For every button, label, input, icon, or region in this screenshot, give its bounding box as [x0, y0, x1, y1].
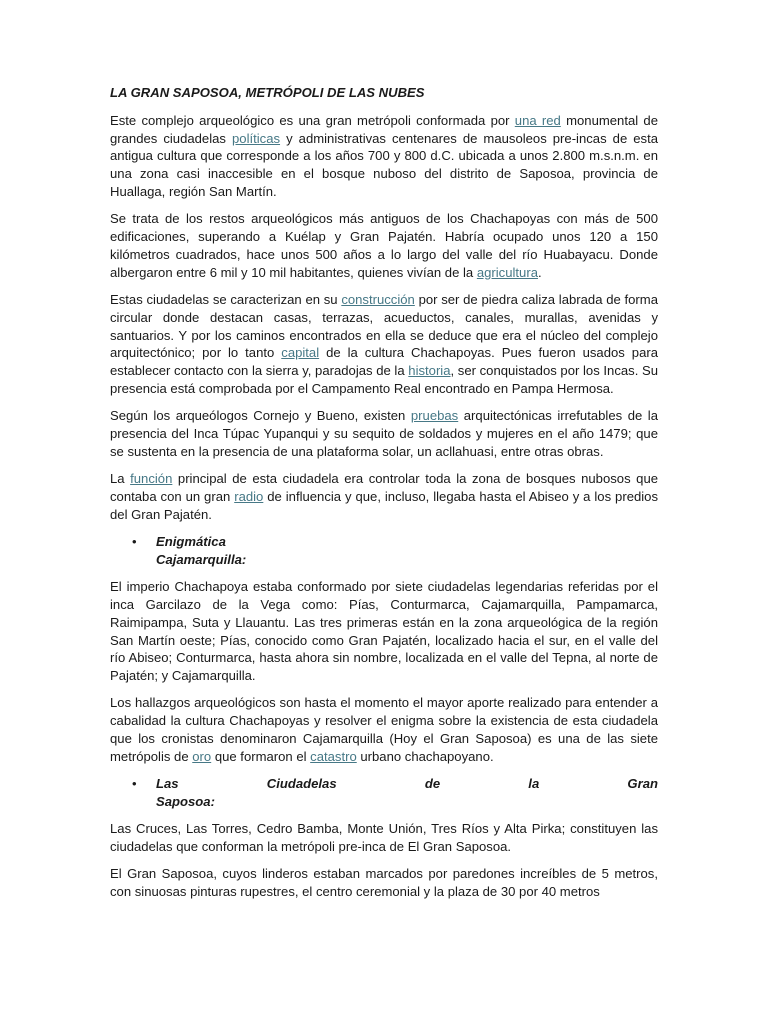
text: Estas ciudadelas se caracterizan en su [110, 291, 342, 307]
text: y administrativas centenares de mausoleos pre-incas de esta antigua cultura que corresponde a los años 700 y 800 d.C. ubicada a unos 2.800 m.s.n.m. en una zona casi inaccesible en el bosque nuboso del distrito de Saposoa, provincia de Huallaga, región San Martín. [110, 130, 659, 199]
paragraph-7 [110, 694, 658, 765]
paragraph-9: El Gran Saposoa, cuyos linderos estaban marcados por paredones increíbles de 5 metros, con sinuosas pinturas rupestres, el centro ceremonial y la plaza de 30 por 40 metros [110, 866, 658, 900]
paragraph-4 [110, 407, 658, 460]
link-una-red[interactable]: una red [514, 112, 561, 128]
bullet-heading-ciudadelas [110, 775, 658, 811]
paragraph-1 [110, 112, 658, 201]
bullet-heading-cajamarquilla [110, 533, 658, 569]
text: de influencia y que, incluso, llegaba hasta el Abiseo y a los predios del Gran Pajatén. [110, 488, 658, 522]
link-historia[interactable]: historia [408, 363, 451, 379]
text: Se trata de los restos arqueológicos más antiguos de los Chachapoyas con más de 500 edificaciones, superando a Kuélap y Gran Pajatén. Habría ocupado unos 120 a 150 kilómetros cuadrados, hace unos 500 años a lo largo del valle del río Huabayacu. Donde albergaron entre 6 mil y 10 mil habitantes, quienes vivían de la [110, 211, 658, 280]
text: por ser de piedra caliza labrada de forma circular donde destacan casas, terrazas, acueductos, canales, murallas, avenidas y santuarios. Y por los caminos encontrados en ella se deduce que era el núcleo del complejo arquitectónico; por lo tanto [110, 291, 658, 361]
link-capital[interactable]: capital [281, 345, 320, 361]
link-agricultura[interactable]: agricultura [476, 264, 538, 280]
link-catastro[interactable]: catastro [310, 748, 357, 764]
text: Este complejo arqueológico es una gran metrópoli conformada por [110, 112, 515, 128]
paragraph-3 [110, 291, 658, 398]
text: que formaron el [211, 748, 311, 764]
text: . [537, 264, 542, 280]
text: Los hallazgos arqueológicos son hasta el momento el mayor aporte realizado para entender a cabalidad la cultura Chachapoyas y resolver el enigma sobre la existencia de esta ciudadela que los cronistas denominaron Cajamarquilla (Hoy el Gran Saposoa) es una de las siete metrópolis de [110, 695, 658, 764]
bullet-text-line1: • Las Ciudadelas de la Gran [156, 776, 658, 792]
paragraph-8: Las Cruces, Las Torres, Cedro Bamba, Monte Unión, Tres Ríos y Alta Pirka; constituyen las ciudadelas que conforman la metrópoli pre-inca de El Gran Saposoa. [110, 821, 658, 854]
link-oro[interactable]: oro [192, 748, 212, 764]
bullet-text: • Enigmática Cajamarquilla: [156, 534, 247, 567]
bullet-text-line2: Saposoa: [156, 793, 215, 809]
paragraph-5 [110, 470, 658, 523]
text: , ser conquistados por los Incas. Su presencia está comprobada por el Campamento Real encontrado en Pampa Hermosa. [110, 363, 658, 396]
bullet-list-1 [110, 533, 658, 569]
text: Según los arqueólogos Cornejo y Bueno, existen [110, 408, 411, 424]
text: La [110, 471, 131, 487]
link-radio[interactable]: radio [234, 488, 264, 504]
document-title: LA GRAN SAPOSOA, METRÓPOLI DE LAS NUBES [110, 85, 425, 100]
bullet-list-2 [110, 775, 658, 811]
text: arquitectónicas irrefutables de la presencia del Inca Túpac Yupanqui y su sequito de soldados y mujeres en el año 1479; que se sustenta en la presencia de una plataforma solar, un acllahuasi, entre otras obras. [110, 408, 658, 459]
text: urbano chachapoyano. [356, 748, 494, 764]
text: de la cultura Chachapoyas. Pues fueron usados para establecer contacto con la sierra y, paradojas de la [110, 345, 658, 379]
text: monumental de grandes ciudadelas [110, 112, 658, 146]
link-pruebas[interactable]: pruebas [410, 408, 459, 424]
link-construccion[interactable]: construcción [341, 291, 415, 307]
text: principal de esta ciudadela era controlar toda la zona de bosques nubosos que contaba con un gran [110, 471, 659, 504]
document-page [110, 84, 658, 910]
link-politicas[interactable]: políticas [232, 130, 281, 146]
paragraph-6: El imperio Chachapoya estaba conformado por siete ciudadelas legendarias referidas por el inca Garcilazo de la Vega como: Pías, Conturmarca, Cajamarquilla, Pampamarca, Raimipampa, Suta y Llauantu. Las tres primeras están en la zona arqueológica de la región San Martín oeste; Pías, conocido como Gran Pajatén, localizado hacia el sur, en el valle del río Abiseo; Conturmarca, hasta ahora sin nombre, localizada en el valle del Tepna, al norte de Pajatén; y Cajamarquilla. [110, 579, 658, 684]
link-funcion[interactable]: función [130, 471, 173, 487]
paragraph-2 [110, 210, 658, 281]
